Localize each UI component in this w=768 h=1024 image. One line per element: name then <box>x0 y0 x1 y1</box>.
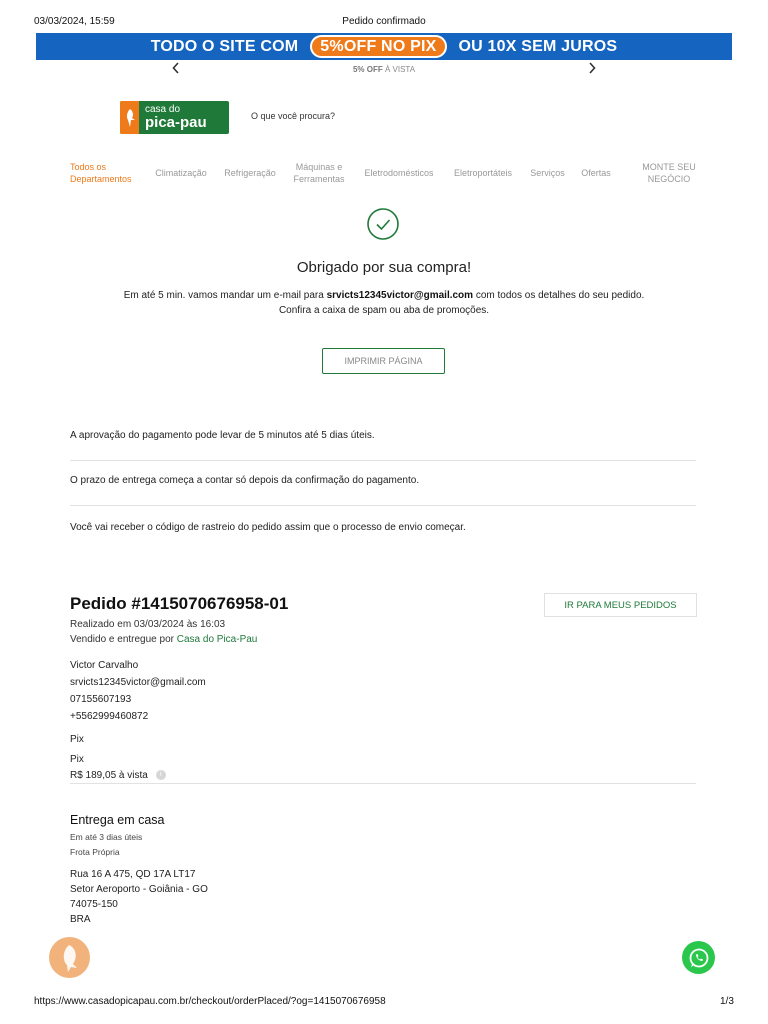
nav-item-monte-seu-negocio[interactable]: MONTE SEU NEGÓCIO <box>642 162 696 184</box>
email-notice-pre: Em até 5 min. vamos mandar um e-mail para <box>123 290 327 301</box>
approval-info: A aprovação do pagamento pode levar de 5 minutos até 5 dias úteis. <box>70 430 375 441</box>
address-country: BRA <box>70 914 91 925</box>
nav-item-ofertas[interactable]: Ofertas <box>581 168 611 178</box>
nav-item-maquinas[interactable]: Máquinas e Ferramentas <box>293 162 345 184</box>
go-to-orders-button[interactable]: IR PARA MEUS PEDIDOS <box>544 593 697 617</box>
payment-method: Pix <box>70 754 84 765</box>
promo-text-right: OU 10X SEM JUROS <box>458 37 618 55</box>
nav-item-todos[interactable]: Todos os Departamentos <box>70 162 132 184</box>
print-page-number: 1/3 <box>720 996 734 1007</box>
seller-link[interactable]: Casa do Pica-Pau <box>176 634 258 645</box>
print-datetime: 03/03/2024, 15:59 <box>34 16 115 27</box>
email-notice-post: com todos os detalhes do seu pedido. <box>473 290 645 301</box>
payment-label: Pix <box>70 734 84 745</box>
divider <box>70 505 696 506</box>
whatsapp-icon[interactable] <box>682 941 715 974</box>
customer-phone: +5562999460872 <box>70 711 149 722</box>
email-notice <box>0 288 768 318</box>
logo-line1: casa do <box>145 104 181 115</box>
order-title: Pedido #1415070676958-01 <box>70 594 289 613</box>
divider <box>70 460 696 461</box>
address-line1: Rua 16 A 475, QD 17A LT17 <box>70 869 196 880</box>
payment-value: R$ 189,05 à vista <box>70 770 148 781</box>
success-check-icon <box>367 208 399 240</box>
delivery-eta: Em até 3 dias úteis <box>70 832 143 842</box>
nav-item-refrigeracao[interactable]: Refrigeração <box>224 168 276 178</box>
woodpecker-fab-icon[interactable] <box>49 937 90 978</box>
delivery-title: Entrega em casa <box>70 813 165 827</box>
payment-value-row <box>70 770 166 781</box>
nav-item-servicos[interactable]: Serviços <box>530 168 565 178</box>
divider <box>70 783 696 784</box>
promo-sub-rest: À VISTA <box>384 65 416 74</box>
promo-text-left: TODO O SITE COM <box>150 37 299 55</box>
promo-subline <box>0 65 768 74</box>
sold-by <box>70 634 257 645</box>
print-title: Pedido confirmado <box>342 16 426 27</box>
nav-item-eletroportateis[interactable]: Eletroportáteis <box>453 168 513 178</box>
woodpecker-icon <box>120 101 139 134</box>
customer-email: srvicts12345victor@gmail.com <box>70 677 206 688</box>
print-page-button[interactable]: IMPRIMIR PÁGINA <box>322 348 445 374</box>
sold-by-label: Vendido e entregue por <box>70 634 177 645</box>
department-nav <box>70 160 700 186</box>
tracking-info: Você vai receber o código de rastreio do pedido assim que o processo de envio começar. <box>70 522 466 533</box>
promo-sub-bold: 5% OFF <box>352 65 383 74</box>
brand-logo[interactable] <box>120 101 229 134</box>
address-zip: 74075-150 <box>70 899 118 910</box>
nav-item-eletrodomesticos[interactable]: Eletrodomésticos <box>364 168 434 178</box>
logo-line2: pica-pau <box>145 114 207 131</box>
promo-banner[interactable] <box>36 33 732 60</box>
customer-email-bold: srvicts12345victor@gmail.com <box>326 290 474 301</box>
thank-you-heading: Obrigado por sua compra! <box>296 259 472 276</box>
search-input[interactable]: O que você procura? <box>251 111 336 121</box>
info-icon[interactable]: i <box>156 770 166 780</box>
delivery-carrier: Frota Própria <box>70 847 120 857</box>
nav-item-climatizacao[interactable]: Climatização <box>155 168 207 178</box>
order-placed-date: Realizado em 03/03/2024 às 16:03 <box>70 619 226 630</box>
spam-notice: Confira a caixa de spam ou aba de promoções. <box>278 305 490 316</box>
deadline-info: O prazo de entrega começa a contar só depois da confirmação do pagamento. <box>70 475 420 486</box>
promo-pill: 5%OFF NO PIX <box>310 35 446 58</box>
customer-name: Victor Carvalho <box>70 660 139 671</box>
address-line2: Setor Aeroporto - Goiânia - GO <box>70 884 208 895</box>
customer-document: 07155607193 <box>70 694 132 705</box>
print-url: https://www.casadopicapau.com.br/checkout/orderPlaced/?og=1415070676958 <box>34 996 386 1007</box>
